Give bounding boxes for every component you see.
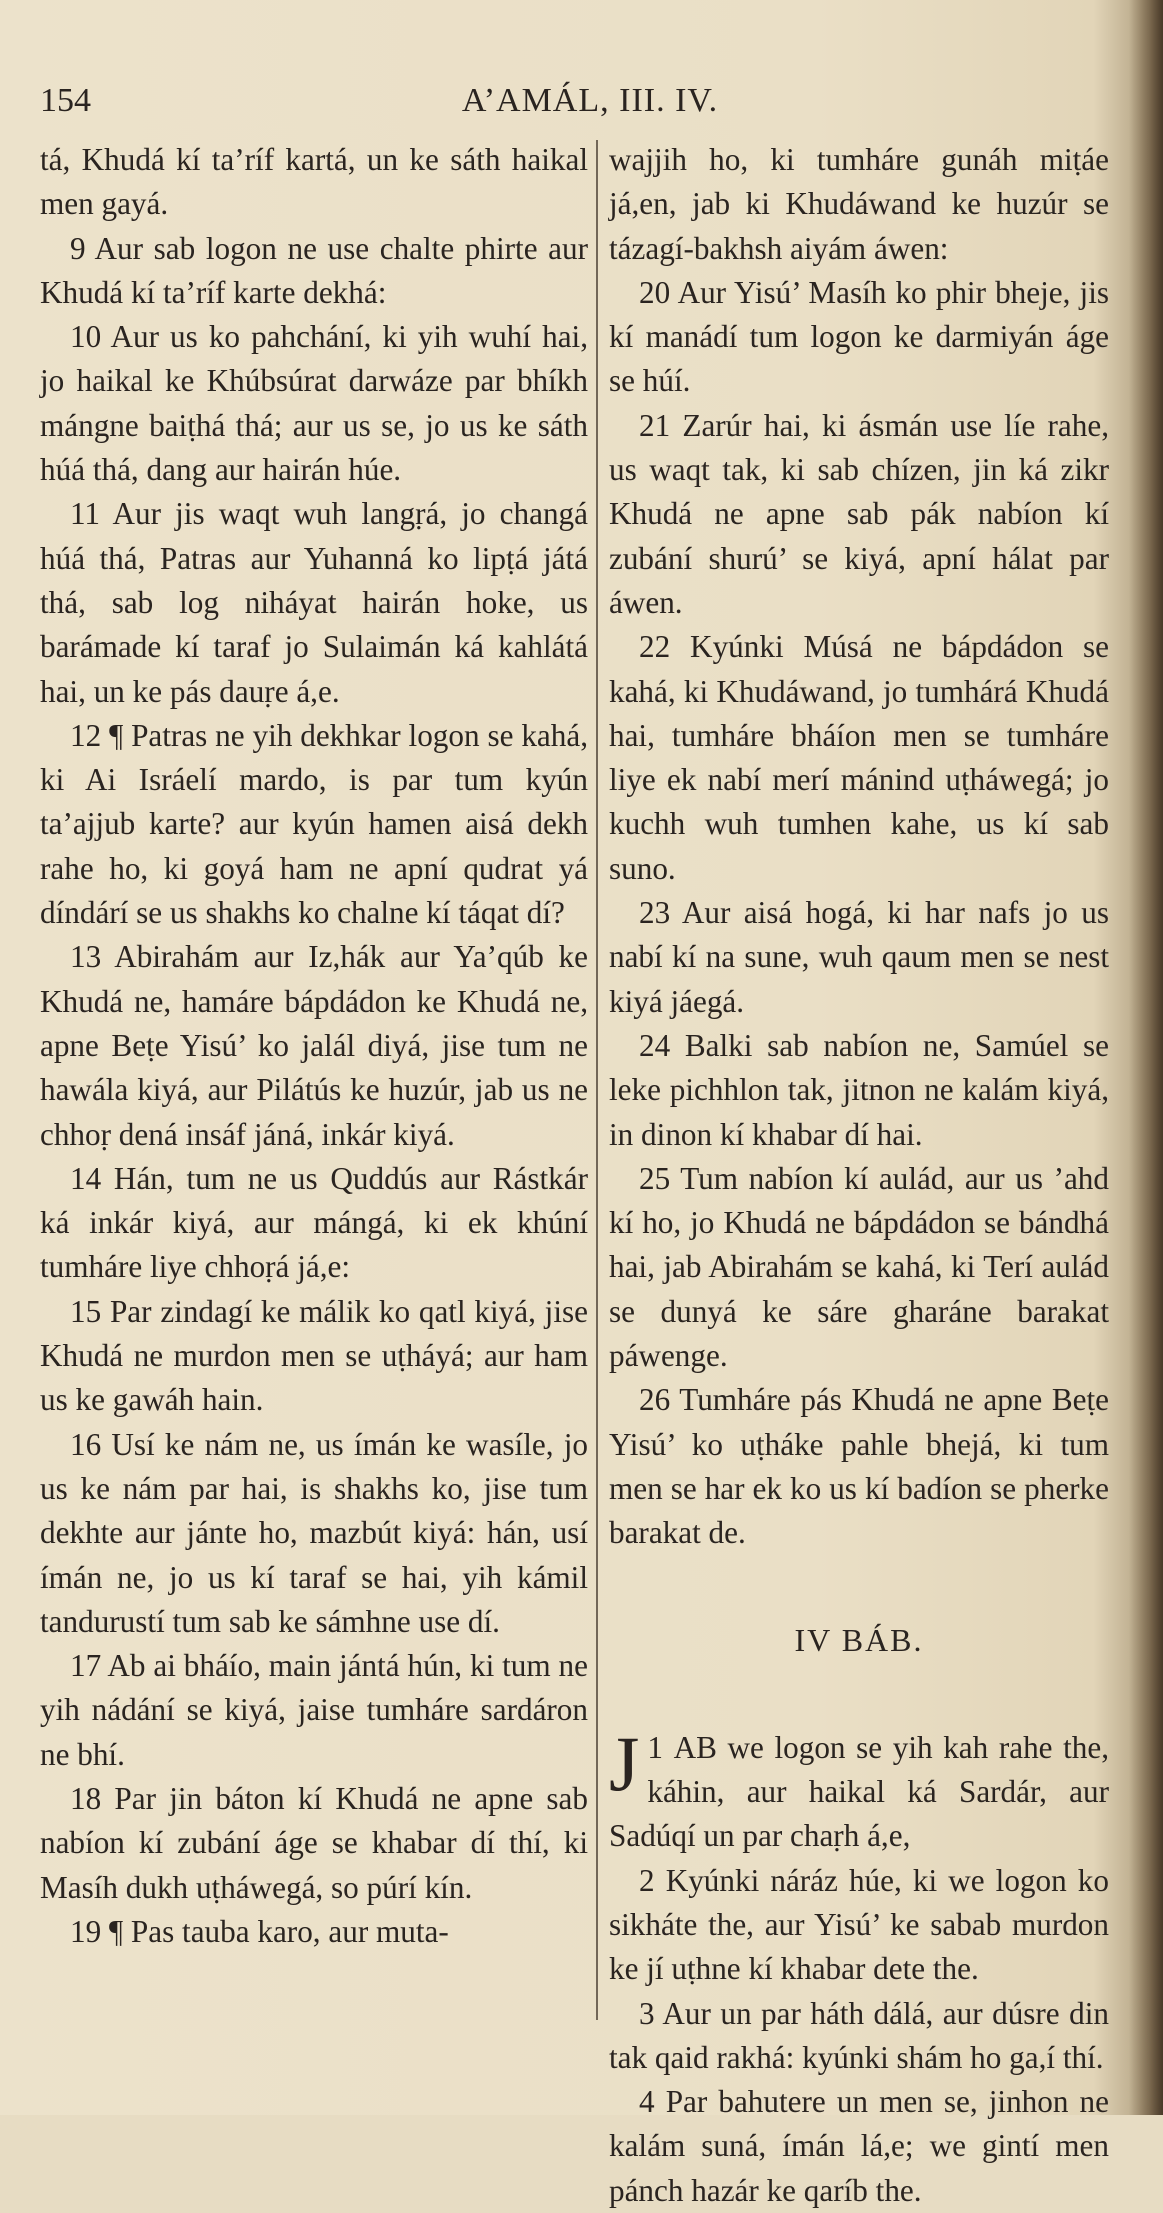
- drop-cap-letter: J: [609, 1719, 640, 1807]
- verse-paragraph: 25 Tum nabíon kí aulád, aur us ’ahd kí ho, jo Khudá ne bápdádon se bándhá hai, jab Abirahám se kahá, ki Terí aulád se dunyá ke sáre gharáne barakat páwenge.: [609, 1160, 1109, 1374]
- verse-paragraph: 16 Usí ke nám ne, us ímán ke wasíle, jo us ke nám par hai, is shakhs ko, jise tum dekhte aur jánte ho, mazbút kiyá: hán, usí ímán ne, jo us kí taraf se hai, yih kámil tandurustí tum sab ke sámhne use dí.: [40, 1426, 588, 1639]
- verse-paragraph: 18 Par jin báton kí Khudá ne apne sab nabíon kí zubání áge se khabar dí thí, ki Masíh dukh uṭháwegá, so púrí kín.: [40, 1780, 588, 1905]
- page-header: [40, 82, 1130, 132]
- verse-paragraph: 21 Zarúr hai, ki ásmán use líe rahe, us waqt tak, ki sab chízen, jin ká zikr Khudá ne apne sab pák nabíon kí zubání shurú’ se kiyá, apní hálat par áwen.: [609, 407, 1109, 620]
- book-spine-shadow: [1129, 0, 1163, 2115]
- verse-paragraph: 13 Abirahám aur Iz,hák aur Ya’qúb ke Khudá ne, hamáre bápdádon ke Khudá ne, apne Beṭe Yisú’ ko jalál diyá, jise tum ne hawála kiyá, aur Pilátús ke huzúr, jab us ne chhoṛ dená insáf jáná, inkár kiyá.: [40, 939, 588, 1152]
- verse-paragraph: 12 ¶ Patras ne yih dekhkar logon se kahá, ki Ai Isráelí mardo, is par tum kyún ta’ajjub karte? aur kyún hamen aisá dekh rahe ho, ki goyá ham ne apní qudrat yá díndárí se us shakhs ko chalne kí táqat dí?: [40, 717, 588, 931]
- chapter-first-verse: [609, 1719, 1110, 1859]
- verse-paragraph: 14 Hán, tum ne us Quddús aur Rástkár ká inkár kiyá, aur mángá, ki ek khúní tumháre liye chhoṛá já,e:: [40, 1160, 588, 1285]
- verse-paragraph: 17 Ab ai bháío, main jántá hún, ki tum ne yih nádání se kiyá, jaise tumháre sardáron ne bhí.: [40, 1648, 588, 1772]
- verse-text: AB we logon se yih kah rahe the, káhin, aur haikal ká Sardár, aur Sadúqí un par chaṛh á,e,: [609, 1729, 1110, 1854]
- left-column: [40, 138, 588, 1954]
- verse-paragraph: 20 Aur Yisú’ Masíh ko phir bheje, jis kí manádí tum logon ke darmiyán áge se húí.: [609, 274, 1109, 399]
- column-divider: [596, 140, 598, 2020]
- running-title: A’AMÁL, III. IV.: [461, 82, 719, 119]
- verse-paragraph: 2 Kyúnki náráz húe, ki we logon ko sikháte the, aur Yisú’ ke sabab murdon ke jí uṭhne kí khabar dete the.: [609, 1862, 1109, 1987]
- right-column: [609, 138, 1109, 2213]
- verse-paragraph: 23 Aur aisá hogá, ki har nafs jo us nabí kí na sune, wuh qaum men se nest kiyá jáegá.: [609, 895, 1109, 1019]
- verse-paragraph: 22 Kyúnki Músá ne bápdádon se kahá, ki Khudáwand, jo tumhárá Khudá hai, tumháre bháíon men se tumháre liye ek nabí merí mánind uṭháwegá; jo kuchh wuh tumhen kahe, us kí sab suno.: [609, 629, 1109, 886]
- verse-number: 1: [647, 1729, 663, 1765]
- verse-paragraph: 15 Par zindagí ke málik ko qatl kiyá, jise Khudá ne murdon men se uṭháyá; aur ham us ke gawáh hain.: [40, 1293, 588, 1418]
- verse-paragraph: wajjih ho, ki tumháre gunáh miṭáe já,en, jab ki Khudáwand ke huzúr se tázagí-bakhsh aiyám áwen:: [609, 142, 1109, 266]
- verse-paragraph: 9 Aur sab logon ne use chalte phirte aur Khudá kí ta’ríf karte dekhá:: [40, 230, 588, 310]
- page-number: 154: [40, 82, 91, 119]
- verse-paragraph: 4 Par bahutere un men se, jinhon ne kalám suná, ímán lá,e; we gintí men pánch hazár ke qaríb the.: [609, 2084, 1109, 2208]
- verse-paragraph: 11 Aur jis waqt wuh langṛá, jo changá húá thá, Patras aur Yuhanná ko lipṭá játá thá, sab log niháyat hairán hoke, us barámade kí taraf jo Sulaimán ká kahlátá hai, un ke pás dauṛe á,e.: [40, 496, 588, 709]
- verse-paragraph: 10 Aur us ko pahchání, ki yih wuhí hai, jo haikal ke Khúbsúrat darwáze par bhíkh mángne baiṭhá thá; aur us se, jo us ke sáth húá thá, dang aur hairán húe.: [40, 319, 588, 488]
- verse-paragraph: 3 Aur un par háth dálá, aur dúsre din tak qaid rakhá: kyúnki shám ho ga,í thí.: [609, 1995, 1109, 2075]
- verse-paragraph: 26 Tumháre pás Khudá ne apne Beṭe Yisú’ ko uṭháke pahle bhejá, ki tum men se har ek ko us kí badíon se pherke barakat de.: [609, 1382, 1109, 1551]
- verse-paragraph: tá, Khudá kí ta’ríf kartá, un ke sáth haikal men gayá.: [40, 142, 588, 222]
- chapter-heading: IV BÁB.: [794, 1621, 924, 1658]
- verse-paragraph: 24 Balki sab nabíon ne, Samúel se leke pichhlon tak, jitnon ne kalám kiyá, in dinon kí khabar dí hai.: [609, 1027, 1109, 1152]
- verse-paragraph: 19 ¶ Pas tauba karo, aur muta-: [70, 1913, 449, 1949]
